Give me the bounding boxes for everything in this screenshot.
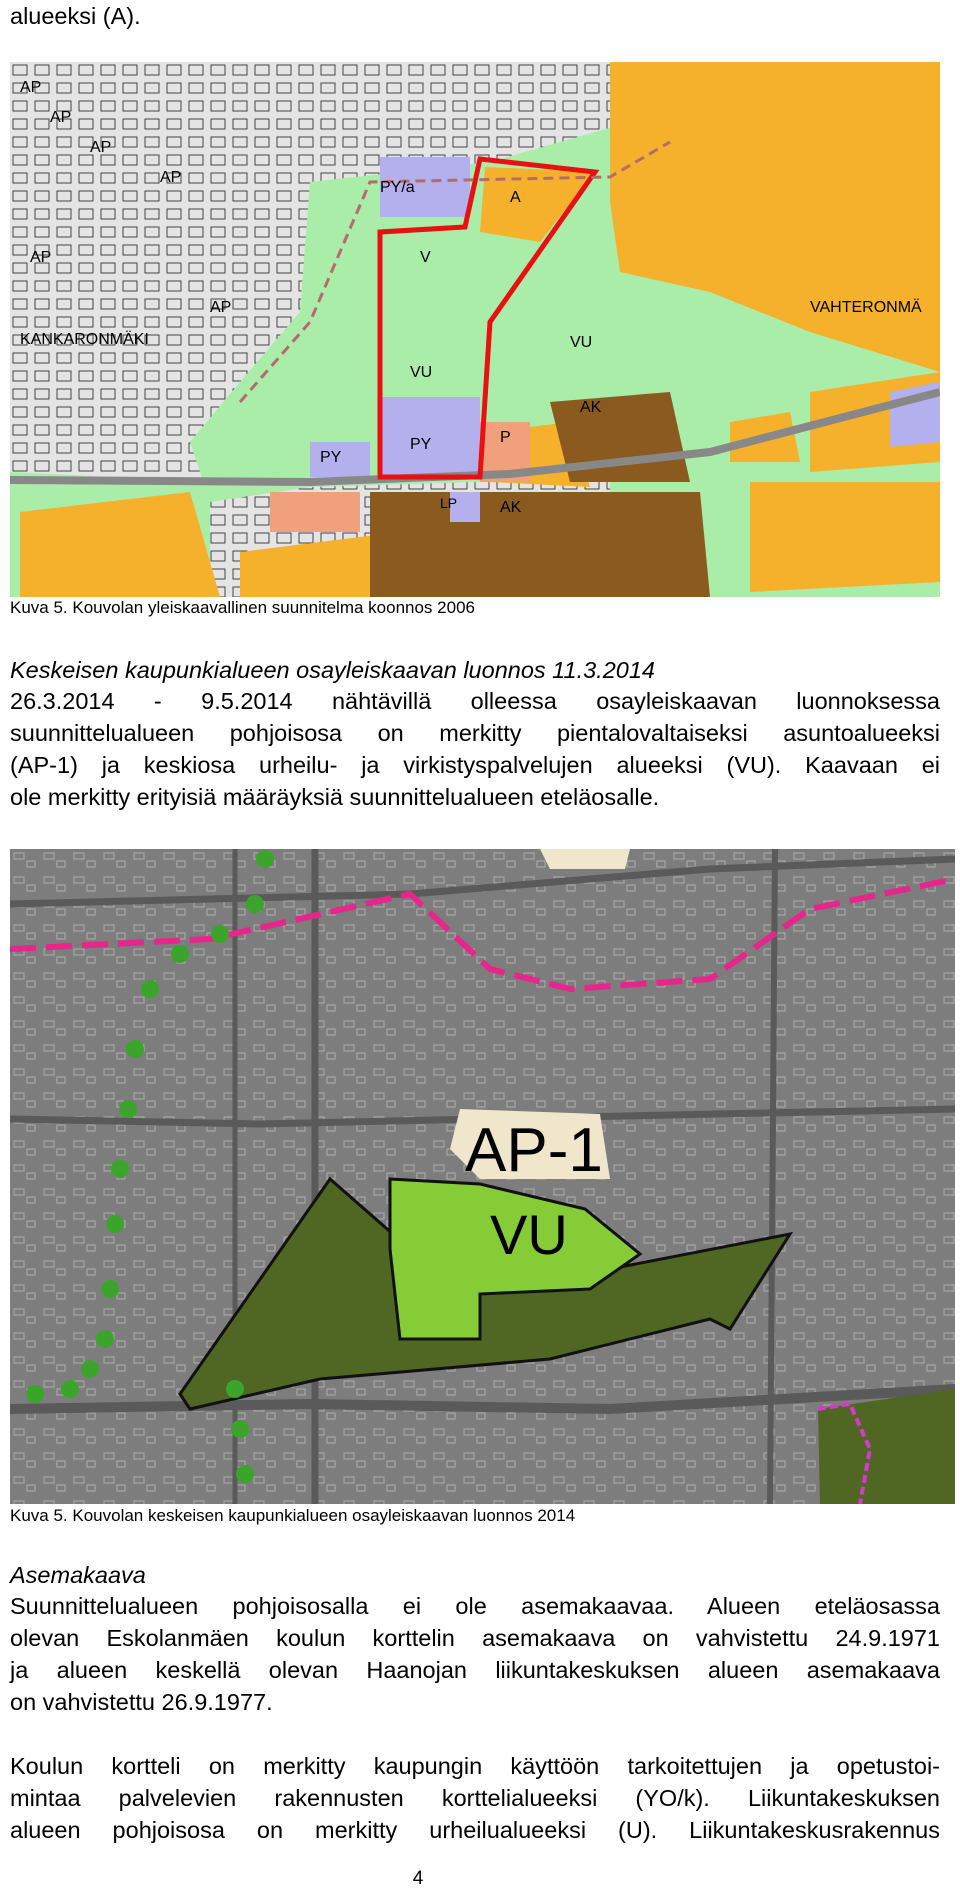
section2-p1-line-4: on vahvistettu 26.9.1977. (10, 1689, 273, 1715)
section2-p1-line-3: ja alueen keskellä olevan Haanojan liikuntakeskuksen alueen asemakaava (10, 1657, 940, 1683)
map2-caption (10, 1506, 575, 1526)
map1-label-py: PY (410, 436, 432, 453)
map1-label-py-2: PY (320, 449, 342, 466)
section1-line-4: ole merkitty erityisiä määräyksiä suunnittelualueen eteläosalle. (10, 784, 660, 810)
map1-label-vu-1: VU (570, 334, 593, 351)
map1-label-v: V (420, 249, 431, 266)
map2-label-vu: VU (490, 1203, 568, 1266)
section2-p2-line-2: mintaa palvelevien rakennusten korttelialueeksi (YO/k). Liikuntakeskuksen (10, 1785, 940, 1811)
map1-label-kankaronmaki: KANKARONMÄKI (20, 331, 149, 348)
map1-label-vu-2: VU (410, 364, 433, 381)
map2-caption-text: Kuva 5. Kouvolan keskeisen kaupunkialueen osayleiskaavan luonnos 2014 (10, 1506, 576, 1525)
map1-label-pya: PY/a (380, 179, 415, 196)
map1-label-p: P (500, 429, 511, 446)
map1-caption-text: Kuva 5. Kouvolan yleiskaavallinen suunnitelma koonnos 2006 (10, 598, 475, 617)
draft-plan-map-graphic (10, 849, 955, 1504)
map1-label-ap-1: AP (20, 79, 42, 96)
section2-p2-line-3: alueen pohjoisosa on merkitty urheilualueeksi (U). Liikuntakeskusrakennus (10, 1817, 940, 1843)
map1-caption (10, 598, 475, 618)
section1-line-2: suunnittelualueen pohjoisosa on merkitty pientalovaltaiseksi asuntoalueeksi (10, 720, 940, 746)
intro-tail-text: alueeksi (A). (10, 3, 141, 29)
section1-heading-text: Keskeisen kaupunkialueen osayleiskaavan luonnos 11.3.2014 (10, 657, 655, 683)
section1-line-1: 26.3.2014 - 9.5.2014 nähtävillä olleessa osayleiskaavan luonnoksessa (10, 688, 940, 714)
map1-label-lp: LP (440, 495, 458, 511)
map1-label-ak-2: AK (500, 499, 522, 516)
master-plan-map (10, 62, 940, 597)
master-plan-map-graphic (10, 62, 940, 597)
section2-heading-text: Asemakaava (10, 1562, 146, 1588)
section2-heading (10, 1560, 146, 1590)
section1-line-3: (AP-1) ja keskiosa urheilu- ja virkistyspalvelujen alueeksi (VU). Kaavaan ei (10, 752, 940, 778)
map1-label-ak-1: AK (580, 399, 602, 416)
page-number: 4 (412, 1868, 424, 1889)
section2-p1-line-1: Suunnittelualueen pohjoisosalla ei ole asemakaavaa. Alueen eteläosassa (10, 1593, 940, 1619)
map1-label-vahteronmaki: VAHTERONMÄ (810, 299, 922, 316)
map2-label-ap1: AP-1 (465, 1116, 603, 1185)
draft-plan-map (10, 849, 955, 1504)
map1-label-a: A (510, 189, 521, 206)
map1-label-ap-3: AP (90, 139, 112, 156)
map1-label-ap-6: AP (210, 299, 232, 316)
intro-tail (10, 0, 940, 32)
section1-heading (10, 655, 655, 685)
map1-label-ap-2: AP (50, 109, 72, 126)
section2-p1-line-2: olevan Eskolanmäen koulun korttelin asemakaava on vahvistettu 24.9.1971 (10, 1625, 940, 1651)
map1-label-ap-5: AP (30, 249, 52, 266)
map1-label-ap-4: AP (160, 169, 182, 186)
section2-p2-line-1: Koulun kortteli on merkitty kaupungin käyttöön tarkoitettujen ja opetustoi- (10, 1753, 940, 1779)
